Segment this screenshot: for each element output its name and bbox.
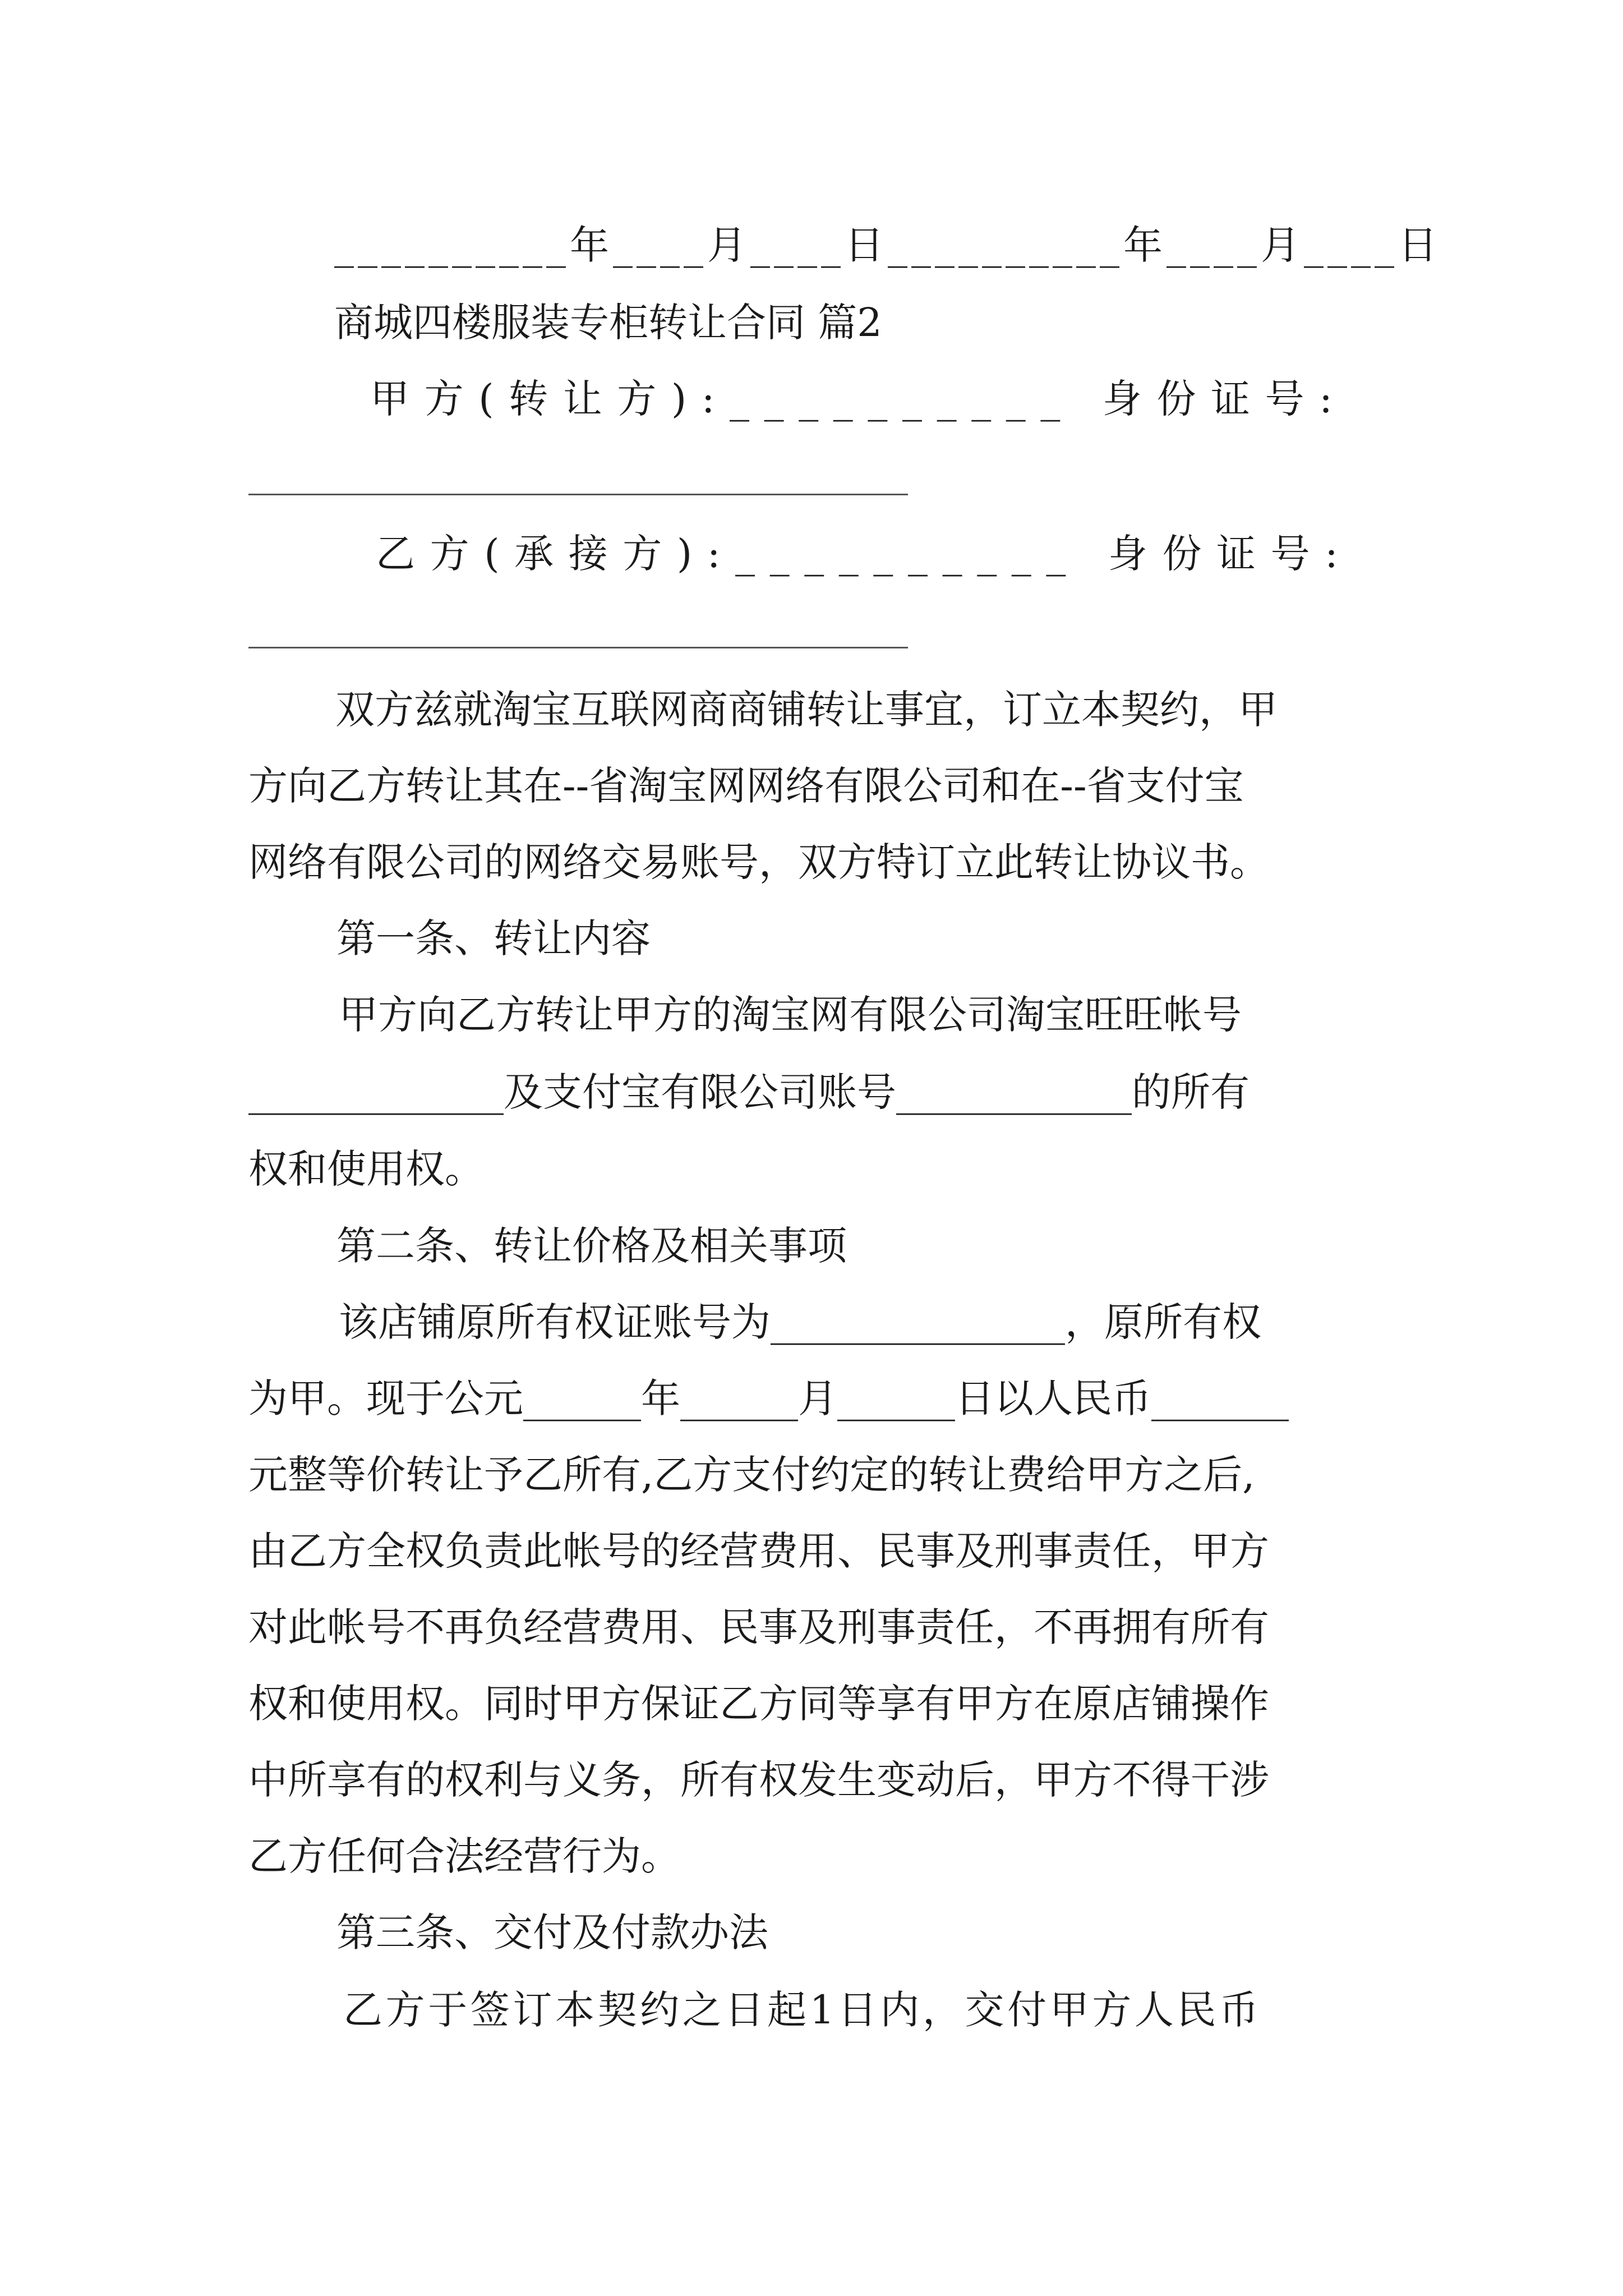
article-2-line-1: 该店铺原所有权证账号为_______________，原所有权 [339, 1299, 1261, 1345]
contract-title: 商城四楼服装专柜转让合同 篇2 [334, 300, 882, 346]
article-1-line-1: 甲方向乙方转让甲方的淘宝网有限公司淘宝旺旺帐号 [339, 992, 1242, 1038]
article-2-line-5: 对此帐号不再负经营费用、民事及刑事责任，不再拥有所有 [248, 1604, 1269, 1650]
intro-line-1: 双方兹就淘宝互联网商商铺转让事宜，订立本契约，甲 [335, 687, 1278, 733]
article-2-line-4: 由乙方全权负责此帐号的经营费用、民事及刑事责任，甲方 [248, 1528, 1269, 1574]
party-a-id-underline [248, 494, 908, 495]
article-2-line-2: 为甲。现于公元______年______月______日以人民币_______ [248, 1375, 1289, 1421]
article-2-line-8: 乙方任何合法经营行为。 [248, 1833, 680, 1879]
article-2-line-7: 中所享有的权利与义务，所有权发生变动后，甲方不得干涉 [248, 1757, 1269, 1803]
intro-line-2: 方向乙方转让其在--省淘宝网网络有限公司和在--省支付宝 [248, 763, 1244, 809]
intro-line-3: 网络有限公司的网络交易账号，双方特订立此转让协议书。 [248, 839, 1269, 885]
article-1-line-3: 权和使用权。 [248, 1146, 484, 1192]
article-3-heading: 第三条、交付及付款办法 [336, 1910, 768, 1955]
party-b-id-underline [248, 647, 908, 648]
article-1-heading: 第一条、转让内容 [336, 915, 651, 961]
article-2-heading: 第二条、转让价格及相关事项 [336, 1223, 847, 1269]
article-2-line-3: 元整等价转让予乙所有,乙方支付约定的转让费给甲方之后, [248, 1452, 1255, 1498]
party-a-line: 甲方(转让方):__________ 身份证号: [370, 376, 1348, 422]
article-3-line-1: 乙方于签订本契约之日起1日内，交付甲方人民币 [343, 1987, 1262, 2033]
article-1-line-2: _____________及支付宝有限公司账号____________的所有 [248, 1069, 1249, 1115]
party-b-line: 乙方(承接方):__________ 身份证号: [376, 531, 1353, 577]
article-2-line-6: 权和使用权。同时甲方保证乙方同等享有甲方在原店铺操作 [248, 1681, 1269, 1727]
date-line: __________年____月____日__________年____月____日 [334, 222, 1441, 268]
